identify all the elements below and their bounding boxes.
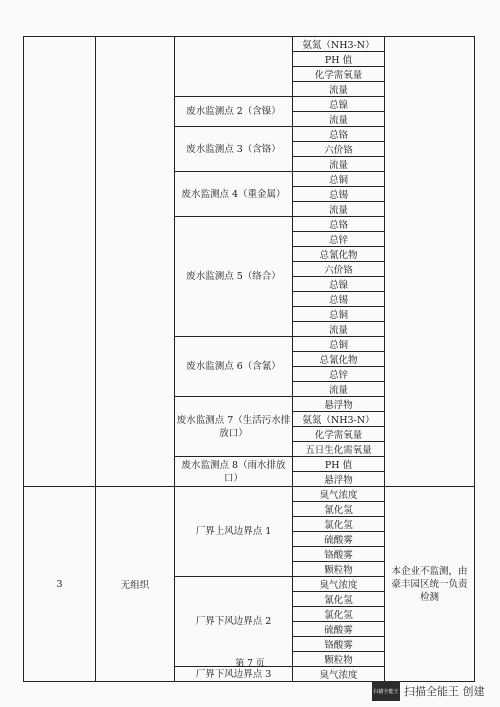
- parameter-cell: 硫酸雾: [293, 532, 385, 547]
- parameter-cell: 氰化氢: [293, 502, 385, 517]
- monitoring-point-cell: 废水监测点 5（络合）: [175, 217, 293, 337]
- parameter-cell: 硫酸雾: [293, 622, 385, 637]
- parameter-cell: 总锡: [293, 187, 385, 202]
- boundary-point-cell: 厂界下风边界点 2: [175, 577, 293, 667]
- parameter-cell: 总锌: [293, 367, 385, 382]
- monitoring-table: [23, 36, 475, 682]
- parameter-cell: 流量: [293, 382, 385, 397]
- boundary-point-cell: 厂界上风边界点 1: [175, 487, 293, 577]
- parameter-cell: 总镍: [293, 277, 385, 292]
- parameter-cell: 颗粒物: [293, 562, 385, 577]
- parameter-cell: 总锡: [293, 292, 385, 307]
- watermark-text: 扫描全能王 创建: [404, 685, 485, 698]
- parameter-cell: 总锌: [293, 232, 385, 247]
- parameter-cell: 化学需氧量: [293, 67, 385, 82]
- parameter-cell: 化学需氧量: [293, 427, 385, 442]
- parameter-cell: 流量: [293, 112, 385, 127]
- parameter-cell: 五日生化需氧量: [293, 442, 385, 457]
- parameter-cell: 氰化氢: [293, 592, 385, 607]
- parameter-cell: 氨氮（NH3-N）: [293, 37, 385, 52]
- table-row: [24, 37, 475, 52]
- parameter-cell: 总铜: [293, 172, 385, 187]
- parameter-cell: 流量: [293, 322, 385, 337]
- parameter-cell: 铬酸雾: [293, 637, 385, 652]
- monitoring-point-cell: [175, 37, 293, 97]
- parameter-cell: PH 值: [293, 457, 385, 472]
- monitoring-point-cell: 废水监测点 7（生活污水排放口）: [175, 397, 293, 457]
- parameter-cell: 颗粒物: [293, 652, 385, 667]
- parameter-cell: 总铬: [293, 127, 385, 142]
- monitoring-point-cell: 废水监测点 6（含氰）: [175, 337, 293, 397]
- table-row: [24, 487, 475, 502]
- boundary-point-cell: 厂界下风边界点 3: [175, 667, 293, 682]
- parameter-cell: 流量: [293, 202, 385, 217]
- parameter-cell: 六价铬: [293, 262, 385, 277]
- parameter-cell: 总铜: [293, 337, 385, 352]
- remark-cell: 本企业不监测，由豪丰园区统一负责检测: [385, 487, 475, 682]
- parameter-cell: 臭气浓度: [293, 487, 385, 502]
- category-cell-empty: [96, 37, 175, 487]
- monitoring-point-cell: 废水监测点 8（雨水排放口）: [175, 457, 293, 487]
- monitoring-point-cell: 废水监测点 2（含镍）: [175, 97, 293, 127]
- index-cell: 3: [24, 487, 96, 682]
- parameter-cell: 臭气浓度: [293, 577, 385, 592]
- parameter-cell: 悬浮物: [293, 472, 385, 487]
- parameter-cell: 总镍: [293, 97, 385, 112]
- remark-cell-empty: [385, 37, 475, 487]
- parameter-cell: PH 值: [293, 52, 385, 67]
- parameter-cell: 流量: [293, 157, 385, 172]
- parameter-cell: 总氰化物: [293, 247, 385, 262]
- category-cell: 无组织: [96, 487, 175, 682]
- parameter-cell: 氯化氢: [293, 517, 385, 532]
- parameter-cell: 氨氮（NH3-N）: [293, 412, 385, 427]
- parameter-cell: 臭气浓度: [293, 667, 385, 682]
- parameter-cell: 总铬: [293, 217, 385, 232]
- parameter-cell: 铬酸雾: [293, 547, 385, 562]
- parameter-cell: 六价铬: [293, 142, 385, 157]
- parameter-cell: 总氰化物: [293, 352, 385, 367]
- parameter-cell: 氯化氢: [293, 607, 385, 622]
- parameter-cell: 总铜: [293, 307, 385, 322]
- page-number: 第 7 页: [235, 659, 265, 669]
- parameter-cell: 流量: [293, 82, 385, 97]
- index-cell-empty: [24, 37, 96, 487]
- parameter-cell: 悬浮物: [293, 397, 385, 412]
- camscanner-logo-icon: 扫描全能王: [372, 681, 400, 701]
- monitoring-point-cell: 废水监测点 3（含铬）: [175, 127, 293, 172]
- scanner-watermark: [372, 680, 485, 702]
- monitoring-point-cell: 废水监测点 4（重金属）: [175, 172, 293, 217]
